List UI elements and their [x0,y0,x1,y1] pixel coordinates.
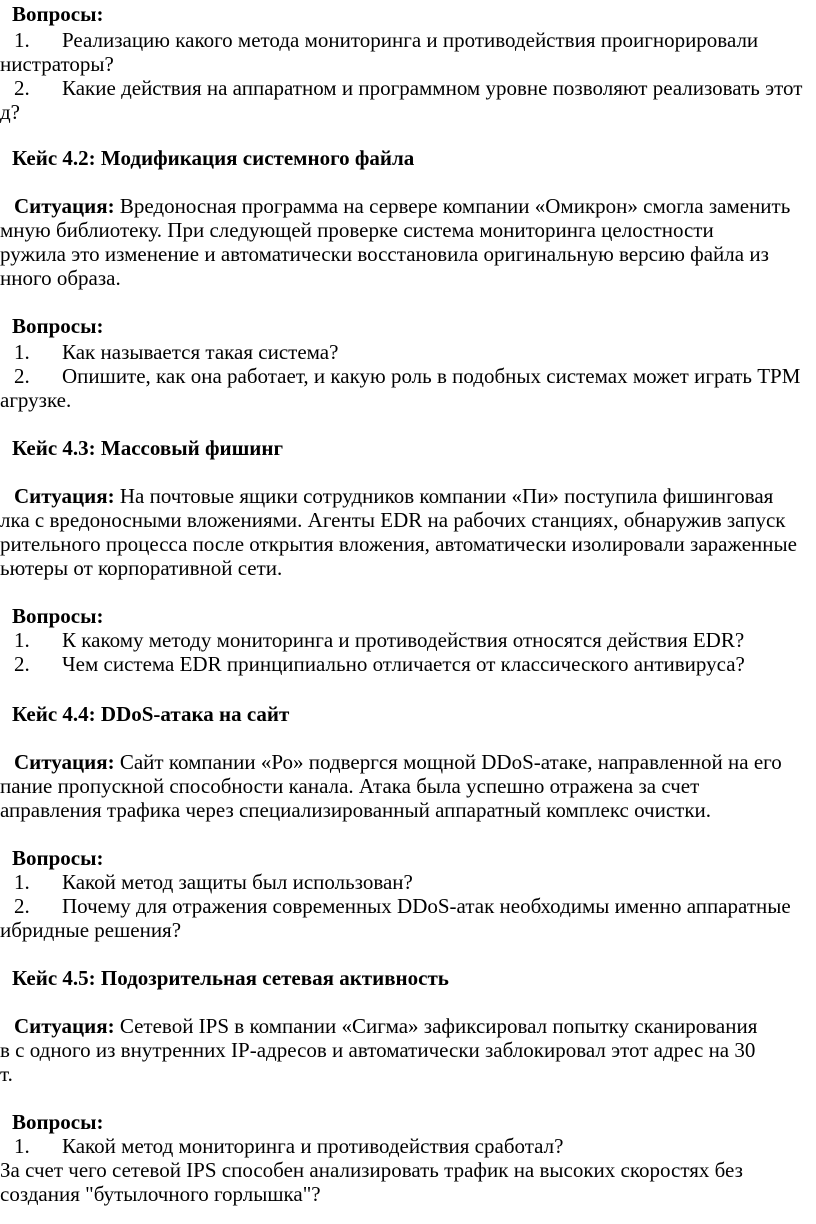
situation-text: ьютеры от корпоративной сети. [0,556,283,580]
question-text-continued: нистраторы? [0,52,114,76]
case-title: Кейс 4.2: Модификация системного файла [12,146,415,170]
situation-text: лка с вредоносными вложениями. Агенты EDR на рабочих станциях, обнаружив запуск [0,508,786,532]
question-number: 1. [14,628,30,652]
question-text: Чем система EDR принципиально отличается от классического антивируса? [62,652,745,676]
question-text: Какой метод мониторинга и противодействия сработал? [62,1134,564,1158]
situation-text: аправления трафика через специализированный аппаратный комплекс очистки. [0,798,712,822]
situation-text: ружила это изменение и автоматически восстановила оригинальную версию файла из [0,242,769,266]
situation-text: Вредоносная программа на сервере компании «Омикрон» смогла заменить [119,194,791,218]
question-number: 1. [14,870,30,894]
situation-label: Ситуация: [14,1014,115,1038]
questions-heading: Вопросы: [12,846,104,870]
case-title: Кейс 4.3: Массовый фишинг [12,436,284,460]
question-text-continued: агрузке. [0,388,72,412]
situation-text: т. [0,1062,13,1086]
question-text-continued: д? [0,100,21,124]
questions-heading: Вопросы: [12,314,104,338]
question-number: 2. [14,364,30,388]
question-number: 2. [14,894,30,918]
questions-heading: Вопросы: [12,1110,104,1134]
situation-label: Ситуация: [14,484,115,508]
situation-text: в с одного из внутренних IP-адресов и автоматически заблокировал этот адрес на 30 [0,1038,756,1062]
question-text: Какой метод защиты был использован? [62,870,413,894]
situation-text: мную библиотеку. При следующей проверке система мониторинга целостности [0,218,714,242]
questions-heading: Вопросы: [12,604,104,628]
situation-paragraph-line [14,1014,757,1038]
situation-text: Сетевой IPS в компании «Сигма» зафиксировал попытку сканирования [119,1014,758,1038]
situation-paragraph-line [14,484,773,508]
situation-text: пание пропускной способности канала. Атака была успешно отражена за счет [0,774,700,798]
question-text: Опишите, как она работает, и какую роль в подобных системах может играть TPM [62,364,801,388]
question-text: Реализацию какого метода мониторинга и противодействия проигнорировали [62,28,759,52]
question-number: 1. [14,28,30,52]
question-text-continued: создания "бутылочного горлышка"? [0,1182,321,1206]
situation-text: рительного процесса после открытия вложения, автоматически изолировали зараженные [0,532,797,556]
question-text-continued: ибридные решения? [0,918,182,942]
question-number: 1. [14,340,30,364]
question-number: 1. [14,1134,30,1158]
case-title: Кейс 4.4: DDoS-атака на сайт [12,702,290,726]
situation-text: нного образа. [0,266,121,290]
situation-text: На почтовые ящики сотрудников компании «Пи» поступила фишинговая [119,484,774,508]
situation-label: Ситуация: [14,750,115,774]
situation-paragraph-line [14,194,790,218]
situation-text: Сайт компании «Ро» подвергся мощной DDoS-атаке, направленной на его [119,750,782,774]
question-text: За счет чего сетевой IPS способен анализировать трафик на высоких скоростях без [0,1158,743,1182]
situation-label: Ситуация: [14,194,115,218]
situation-paragraph-line [14,750,782,774]
question-text: Почему для отражения современных DDoS-атак необходимы именно аппаратные [62,894,791,918]
question-text: Какие действия на аппаратном и программном уровне позволяют реализовать этот [62,76,803,100]
question-text: Как называется такая система? [62,340,339,364]
question-text: К какому методу мониторинга и противодействия относятся действия EDR? [62,628,745,652]
case-title: Кейс 4.5: Подозрительная сетевая активность [12,966,449,990]
questions-heading: Вопросы: [12,2,104,26]
question-number: 2. [14,652,30,676]
question-number: 2. [14,76,30,100]
